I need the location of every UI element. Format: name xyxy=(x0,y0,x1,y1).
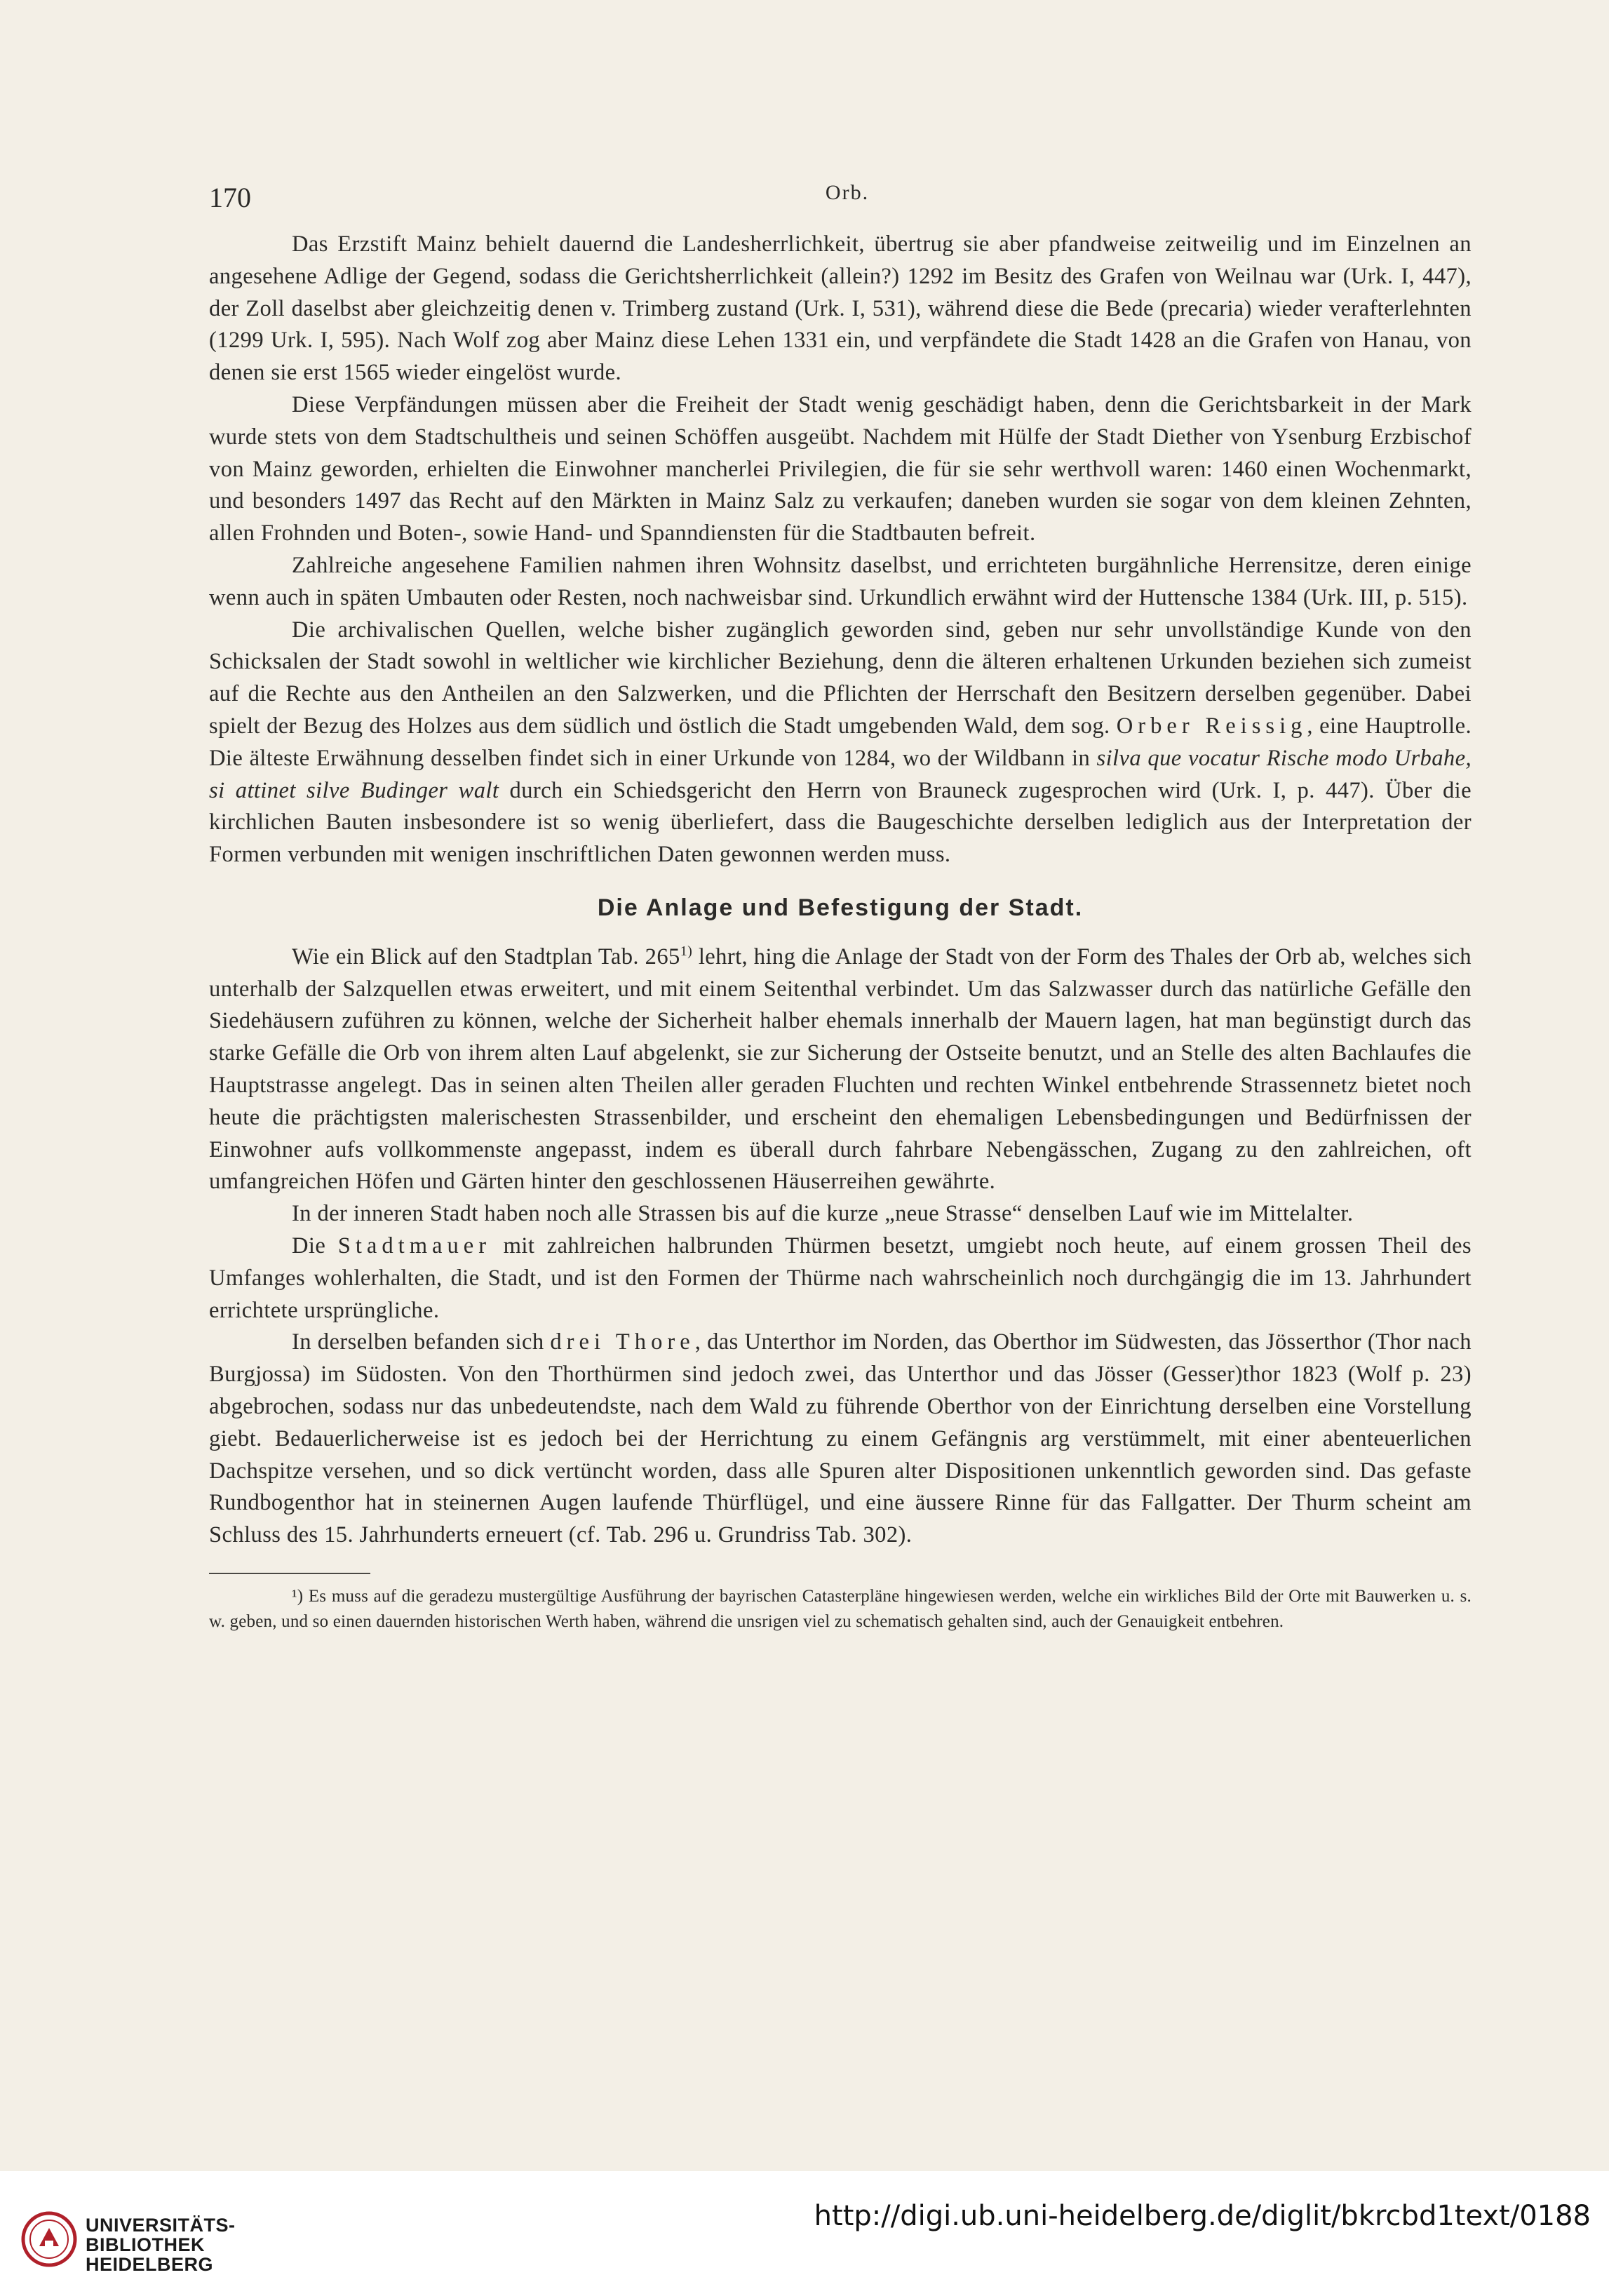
para4-text-b: , eine Hauptrolle. Die älteste Erwähnung desselben findet sich in einer Urkunde von 1284, wo der Wildbann in xyxy=(209,713,1472,771)
page-header xyxy=(209,181,1486,220)
para8-text-a: In derselben befanden sich xyxy=(292,1329,551,1355)
para8-text-b: , das Unterthor im Norden, das Oberthor im Südwesten, das Jösserthor (Thor nach Burgjossa) im Südosten. Von den Thorthürmen sind jedoch zwei, das Unterthor und das Jösser (Gesser)thor 1823 (Wolf p. 23) abgebrochen, sodass nur das unbedeutendste, nach dem Wald zu führende Oberthor von der Einrichtung derselben eine Vorstellung giebt. Bedauerlicherweise ist es jedoch bei der Herrichtung zu einem Gefängnis arg verstümmelt, mit einer abenteuerlichen Dachspitze versehen, und so dick vertüncht worden, dass alle Spuren alter Dispositionen unkenntlich geworden sind. Das gefaste Rundbogenthor hat in steinernen Augen laufende Thürflügel, und eine äussere Rinne für das Fallgatter. Der Thurm scheint am Schluss des 15. Jahrhunderts erneuert (cf. Tab. 296 u. Grundriss Tab. 302). xyxy=(209,1329,1472,1548)
para8-spaced-term: drei Thore xyxy=(550,1329,695,1355)
source-url[interactable]: http://digi.ub.uni-heidelberg.de/diglit/bkrcbd1text/0188 xyxy=(814,2200,1591,2232)
para7-text-a: Die xyxy=(292,1233,338,1258)
para4-latin-quote: silva que vocatur Rische modo Urbahe, si attinet silve Budinger walt xyxy=(209,745,1472,803)
footnote: ¹) Es muss auf die geradezu mustergültige Ausführung der bayrischen Catasterpläne hingewiesen werden, welche ein wirkliches Bild der Orte mit Bauwerken u. s. w. geben, und so einen dauernden historischen Werth haben, während die unsrigen viel zu schematisch gehalten sind, auch der Genauigkeit entbehren. xyxy=(209,1586,1472,1631)
para5-text-b: lehrt, hing die Anlage der Stadt von der Form des Thales der Orb ab, welches sich unterhalb der Salzquellen etwas erweitert, und mit einem Seitenthal verbindet. Um das Salzwasser durch das natürliche Gefälle den Siedehäusern zuführen zu können, welche der Sicherheit halber ehemals innerhalb der Mauern lagen, hat man begünstigt durch das starke Gefälle die Orb von ihrem alten Lauf abgelenkt, sie zur Sicherung der Ostseite benutzt, und an Stelle des alten Bachlaufes die Hauptstrasse angelegt. Das in seinen alten Theilen aller geraden Fluchten und rechten Winkel entbehrende Strassennetz bietet noch heute die prächtigsten malerischesten Strassenbilder, und erscheint den ehemaligen Lebensbedingungen und Bedürfnissen der Einwohner aufs vollkommenste angepasst, indem es überall durch fahrbare Nebengässchen, Zugang zu den zahlreichen, oft umfangreichen Höfen und Gärten hinter den geschlossenen Häuserreihen gewährte. xyxy=(209,944,1472,1195)
library-name-line-2: BIBLIOTHEK xyxy=(86,2234,205,2255)
body-text xyxy=(209,229,1472,1634)
paragraph-6: In der inneren Stadt haben noch alle Strassen bis auf die kurze „neue Strasse“ denselben Lauf wie im Mittelalter. xyxy=(292,1201,1354,1227)
paragraph-7 xyxy=(209,1230,1472,1327)
para7-spaced-term: Stadtmauer xyxy=(337,1233,492,1258)
para5-text-a: Wie ein Blick auf den Stadtplan Tab. 265 xyxy=(292,944,680,969)
para7-text-b: mit zahlreichen halbrunden Thürmen besetzt, umgiebt noch heute, auf einem grossen Theil des Umfanges wohlerhalten, die Stadt, und ist den Formen der Thürme nach wahrscheinlich noch durchgängig die im 13. Jahrhundert errichtete ursprüngliche. xyxy=(209,1233,1472,1323)
library-logo-text xyxy=(86,2215,236,2274)
paragraph-5 xyxy=(209,936,1472,1198)
library-name-line-3: HEIDELBERG xyxy=(86,2254,214,2275)
running-head: Orb. xyxy=(825,181,870,204)
footnote-ref: 1) xyxy=(680,943,693,959)
footnote-divider xyxy=(209,1573,370,1574)
section-heading: Die Anlage und Befestigung der Stadt. xyxy=(597,894,1084,921)
paragraph-8 xyxy=(209,1327,1472,1552)
paragraph-3: Zahlreiche angesehene Familien nahmen ihren Wohnsitz daselbst, und errichteten burgähnliche Herrensitze, deren einige wenn auch in späten Umbauten oder Resten, noch nachweisbar sind. Urkundlich erwähnt wird der Huttensche 1384 (Urk. III, p. 515). xyxy=(209,552,1472,610)
library-name-line-1: UNIVERSITÄTS- xyxy=(86,2215,236,2236)
para4-text-a: Die archivalischen Quellen, welche bisher zugänglich geworden sind, geben nur sehr unvollständige Kunde von den Schicksalen der Stadt sowohl in weltlicher wie kirchlicher Beziehung, denn die älteren erhaltenen Urkunden beziehen sich zumeist auf die Rechte aus den Antheilen an den Salzwerken, und die Pflichten der Herrschaft den Besitzern derselben gegenüber. Dabei spielt der Bezug des Holzes aus dem südlich und östlich die Stadt umgebenden Wald, dem sog. xyxy=(209,617,1472,739)
page-number: 170 xyxy=(209,182,251,213)
university-seal-icon xyxy=(21,2211,77,2267)
paragraph-2: Diese Verpfändungen müssen aber die Freiheit der Stadt wenig geschädigt haben, denn die Gerichtsbarkeit in der Mark wurde stets von dem Stadtschultheis und seinen Schöffen ausgeübt. Nachdem mit Hülfe der Stadt Diether von Ysenburg Erzbischof von Mainz geworden, erhielten die Einwohner mancherlei Privilegien, die für sie sehr werthvoll waren: 1460 einen Wochenmarkt, und besonders 1497 das Recht auf den Märkten in Mainz Salz zu verkaufen; daneben wurden sie sogar von dem kleinen Zehnten, allen Frohnden und Boten-, sowie Hand- und Spanndiensten für die Stadtbauten befreit. xyxy=(209,391,1472,546)
footer-bar xyxy=(0,2171,1609,2296)
para4-spaced-name: Orber Reissig xyxy=(1116,713,1307,739)
paragraph-4 xyxy=(209,615,1472,871)
para4-text-c: durch ein Schiedsgericht den Herrn von Brauneck zugesprochen wird (Urk. I, p. 447). Über die kirchlichen Bauten insbesondere ist so wenig überliefert, dass die Baugeschichte derselben lediglich aus der Interpretation der Formen verbunden mit wenigen inschriftlichen Daten gewonnen werden muss. xyxy=(209,777,1472,868)
paragraph-1: Das Erzstift Mainz behielt dauernd die Landesherrlichkeit, übertrug sie aber pfandweise zeitweilig und im Einzelnen an angesehene Adlige der Gegend, sodass die Gerichtsherrlichkeit (allein?) 1292 im Besitz des Grafen von Weilnau war (Urk. I, 447), der Zoll daselbst aber gleichzeitig denen v. Trimberg zustand (Urk. I, 531), während diese die Bede (precaria) wieder verafterlehnten (1299 Urk. I, 595). Nach Wolf zog aber Mainz diese Lehen 1331 ein, und verpfändete die Stadt 1428 an die Grafen von Hanau, von denen sie erst 1565 wieder eingelöst wurde. xyxy=(209,231,1472,386)
